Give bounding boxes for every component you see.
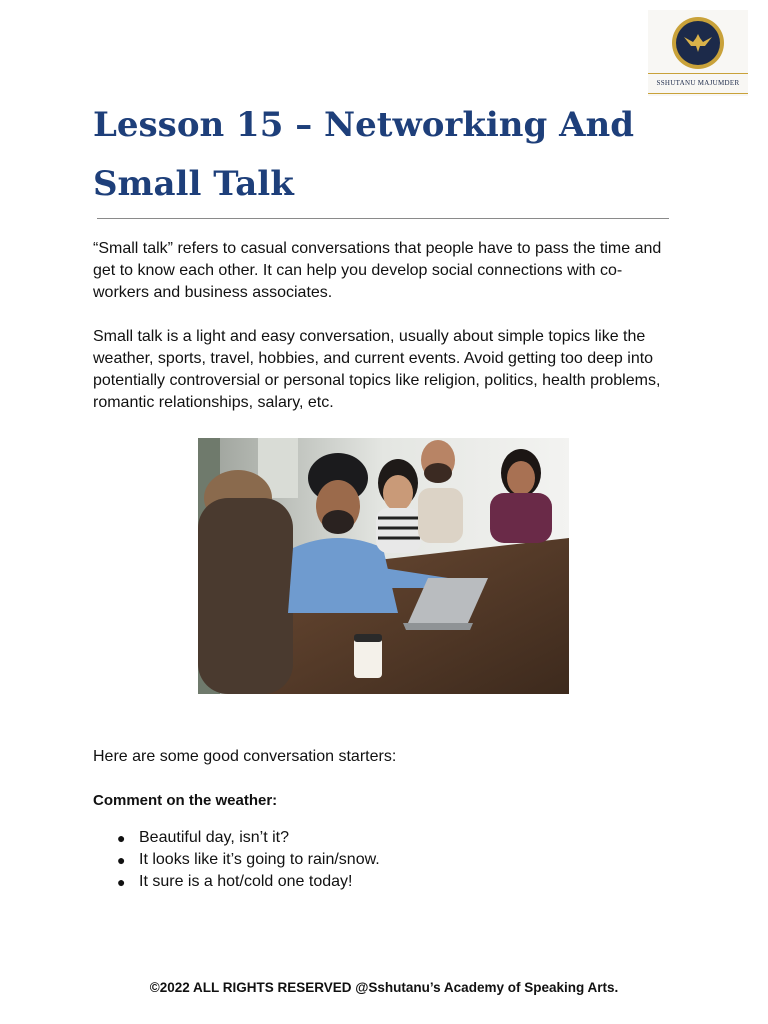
list-item-text: It sure is a hot/cold one today! [139,873,353,890]
list-item [93,871,380,893]
intro-paragraph: “Small talk” refers to casual conversations that people have to pass the time and get to know each other. It can help you develop social connections with co-workers and business associates. [93,240,662,301]
list-item-text: Beautiful day, isn’t it? [139,829,290,846]
page-title-line-1: Lesson 15 – Networking And [93,105,634,145]
logo-name: SSHUTANU MAJUMDER [656,79,740,87]
copyright-footer: ©2022 ALL RIGHTS RESERVED @Sshutanu’s Academy of Speaking Arts. [149,980,619,995]
bullet-icon: ● [117,830,126,846]
logo-rule-top [648,73,748,74]
brand-logo [648,10,748,96]
section-heading: Comment on the weather: [93,792,278,809]
list-item [93,849,380,871]
bullet-icon: ● [117,852,126,868]
list-item [93,827,380,849]
bullet-icon: ● [117,874,126,890]
page-title [93,96,653,214]
topics-paragraph: Small talk is a light and easy conversation, usually about simple topics like the weather, sports, travel, hobbies, and current events. Avoid getting too deep into potentially controversial or personal topics like religion, politics, health problems, romantic relationships, salary, etc. [93,328,661,411]
list-item-text: It looks like it’s going to rain/snow. [139,851,380,868]
logo-seal [672,17,724,69]
logo-rule-bottom [648,93,748,94]
page-title-line-2: Small Talk [93,164,294,204]
eagle-emblem-icon [676,21,720,65]
title-divider [97,218,669,219]
meeting-photo [198,438,569,694]
starters-intro: Here are some good conversation starters: [93,748,397,765]
bullet-list [93,827,380,893]
